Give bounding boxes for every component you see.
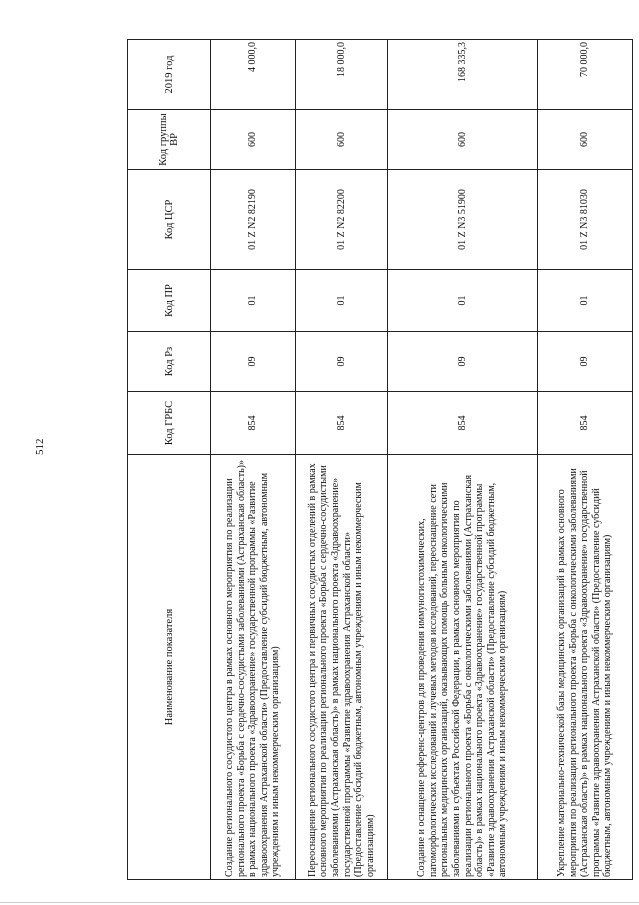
budget-table <box>127 39 633 880</box>
cell-grbs: 854 <box>296 392 388 455</box>
col-header-pr: Код ПР <box>128 270 211 332</box>
col-header-name: Наименование показателя <box>128 455 211 880</box>
cell-vr: 600 <box>211 110 296 170</box>
table-row <box>296 40 388 880</box>
col-header-2019: 2019 год <box>128 40 211 110</box>
cell-vr: 600 <box>538 110 633 170</box>
table-row <box>211 40 296 880</box>
cell-pr: 01 <box>211 270 296 332</box>
cell-rz: 09 <box>538 332 633 392</box>
cell-rz: 09 <box>388 332 538 392</box>
cell-pr: 01 <box>538 270 633 332</box>
cell-csr: 01 Z N2 82200 <box>296 170 388 270</box>
page-number: 512 <box>34 438 46 455</box>
table-row <box>388 40 538 880</box>
cell-name: Укрепление материально-технической базы медицинских организаций в рамках основного мероприятия по реализации регионального проекта «Борьба с онкологическими заболеваниями (Астраханская область)» в рамках национального проекта «Здравоохранение» государственной программы «Развитие здравоохранения Астраханской области» (Предоставление субсидий бюджетным, автономным учреждениям и иным некоммерческим организациям) <box>538 455 633 880</box>
cell-rz: 09 <box>296 332 388 392</box>
table-row <box>538 40 633 880</box>
cell-pr: 01 <box>296 270 388 332</box>
scan-edge <box>0 902 639 903</box>
cell-name: Создание и оснащение референс-центров для проведения иммуногистохимических, патоморфологических исследований и лучевых методов исследований, переоснащение сети региональных медицинских организаций, оказывающих помощь больным онкологическими заболеваниями в субъектах Российской Федерации, в рамках основного мероприятия по реализации регионального проекта «Борьба с онкологическими заболеваниями (Астраханская область)» в рамках национального проекта «Здравоохранение» государственной программы «Развитие здравоохранения Астраханской области» (Предоставление субсидий бюджетным, автономным учреждениям и иным некоммерческим организациям) <box>388 455 538 880</box>
cell-csr: 01 Z N3 81030 <box>538 170 633 270</box>
cell-grbs: 854 <box>211 392 296 455</box>
cell-name: Создание регионального сосудистого центра в рамках основного мероприятия по реализации регионального проекта «Борьба с сердечно-сосудистыми заболеваниями (Астраханская область)» в рамках национального проекта «Здравоохранение» государственной программы «Развитие здравоохранения Астраханской области» (Предоставление субсидий бюджетным, автономным учреждениям и иным некоммерческим организациям) <box>211 455 296 880</box>
cell-vr: 600 <box>388 110 538 170</box>
cell-2019: 18 000,0 <box>296 40 388 110</box>
col-header-grbs: Код ГРБС <box>128 392 211 455</box>
cell-name: Переоснащение регионального сосудистого центра и первичных сосудистых отделений в рамках основного мероприятия по реализации регионального проекта «Борьба с сердечно-сосудистыми заболеваниями (Астраханская область)» в рамках национального проекта «Здравоохранение» государственной программы «Развитие здравоохранения Астраханской области» (Предоставление субсидий бюджетным, автономным учреждениям и иным некоммерческим организациям) <box>296 455 388 880</box>
col-header-rz: Код Рз <box>128 332 211 392</box>
cell-grbs: 854 <box>538 392 633 455</box>
table-header-row <box>128 40 211 880</box>
cell-vr: 600 <box>296 110 388 170</box>
cell-2019: 70 000,0 <box>538 40 633 110</box>
cell-csr: 01 Z N2 82190 <box>211 170 296 270</box>
cell-2019: 4 000,0 <box>211 40 296 110</box>
budget-table-rotated <box>127 40 632 880</box>
col-header-csr: Код ЦСР <box>128 170 211 270</box>
col-header-vr: Код группы ВР <box>128 110 211 170</box>
cell-grbs: 854 <box>388 392 538 455</box>
cell-rz: 09 <box>211 332 296 392</box>
cell-pr: 01 <box>388 270 538 332</box>
cell-2019: 168 335,3 <box>388 40 538 110</box>
cell-csr: 01 Z N3 51900 <box>388 170 538 270</box>
